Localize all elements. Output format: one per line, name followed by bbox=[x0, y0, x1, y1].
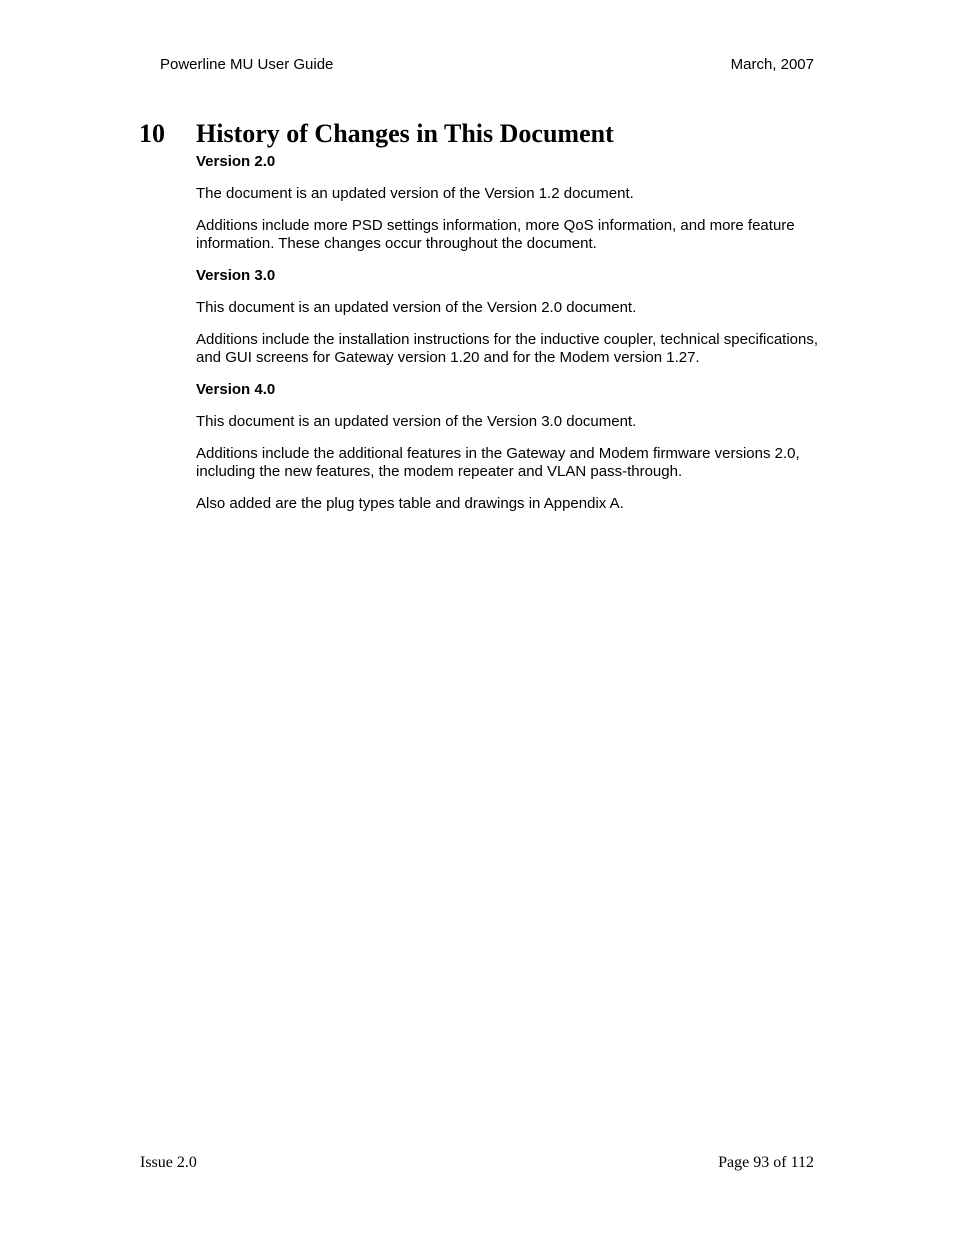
version-block bbox=[196, 267, 836, 367]
version-heading: Version 3.0 bbox=[196, 267, 276, 284]
version-heading: Version 4.0 bbox=[196, 381, 276, 398]
version-paragraph: Additions include more PSD settings information, more QoS information, and more feature information. These changes occur throughout the document. bbox=[196, 217, 795, 252]
version-block bbox=[196, 381, 836, 513]
section-heading bbox=[139, 118, 614, 150]
issue-number: Issue 2.0 bbox=[140, 1154, 197, 1171]
version-paragraph: This document is an updated version of the Version 2.0 document. bbox=[196, 299, 637, 316]
document-date: March, 2007 bbox=[730, 56, 814, 73]
section-number: 10 bbox=[139, 119, 165, 148]
version-paragraph: Additions include the additional features in the Gateway and Modem firmware versions 2.0, including the new features, the modem repeater and VLAN pass-through. bbox=[196, 445, 800, 480]
version-paragraph: This document is an updated version of the Version 3.0 document. bbox=[196, 413, 637, 430]
document-title: Powerline MU User Guide bbox=[160, 56, 334, 73]
version-heading: Version 2.0 bbox=[196, 153, 276, 170]
section-content bbox=[196, 153, 836, 513]
version-paragraph: Also added are the plug types table and drawings in Appendix A. bbox=[196, 495, 624, 512]
version-block bbox=[196, 153, 836, 253]
section-title: History of Changes in This Document bbox=[196, 119, 614, 148]
page-number: Page 93 of 112 bbox=[718, 1154, 814, 1171]
version-paragraph: Additions include the installation instructions for the inductive coupler, technical specifications, and GUI screens for Gateway version 1.20 and for the Modem version 1.27. bbox=[196, 331, 819, 366]
version-paragraph: The document is an updated version of the Version 1.2 document. bbox=[196, 185, 634, 202]
